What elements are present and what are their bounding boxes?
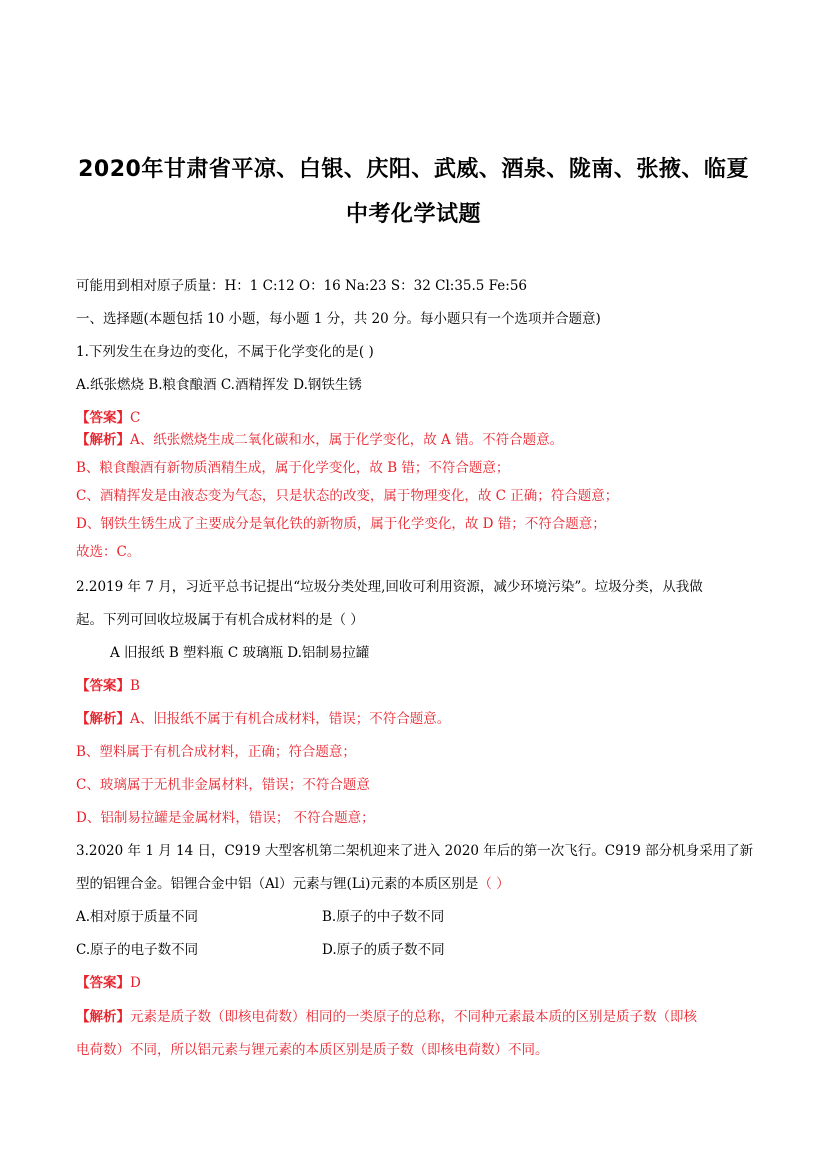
answer-value: B [130,678,140,694]
analysis-text: A、纸张燃烧生成二氧化碳和水，属于化学变化，故 A 错。不符合题意。 [130,432,564,448]
question-1-stem: 1.下列发生在身边的变化，不属于化学变化的是( ) [76,344,374,360]
option-c: C.原子的电子数不同 [76,942,199,958]
analysis-text: B、粮食酿酒有新物质酒精生成，属于化学变化，故 B 错；不符合题意； [76,460,510,476]
answer-value: C [130,410,141,426]
analysis-tag: 【解析】 [76,711,130,727]
question-1-answer [76,406,140,426]
question-3-stem: 3.2020 年 1 月 14 日，C919 大型客机第二架机迎来了进入 2020 年后的第一次飞行。C919 部分机身采用了新 [76,843,754,859]
analysis-text: D、钢铁生锈生成了主要成分是氧化铁的新物质，属于化学变化，故 D 错；不符合题意； [76,516,606,532]
answer-blank: （ ） [478,876,510,892]
analysis-text: C、酒精挥发是由液态变为气态，只是状态的改变，属于物理变化，故 C 正确；符合题意； [76,488,619,504]
analysis-text: D、铝制易拉罐是金属材料，错误； 不符合题意； [76,810,375,826]
option-d: D.原子的质子数不同 [322,942,445,958]
analysis-text: 电荷数）不同，所以铝元素与锂元素的本质区别是质子数（即核电荷数）不同。 [76,1042,549,1058]
question-3-stem [76,872,510,892]
answer-tag: 【答案】 [76,975,130,991]
analysis-tag: 【解析】 [76,432,130,448]
question-1-analysis [76,428,563,448]
question-3-analysis [76,1005,697,1025]
question-2-stem: 2.2019 年 7 月，习近平总书记提出“垃圾分类处理,回收可利用资源，减少环境污染”。垃圾分类，从我做 [76,579,703,595]
analysis-tag: 【解析】 [76,1009,130,1025]
atomic-masses: 可能用到相对原子质量：H：1 C:12 O：16 Na:23 S：32 Cl:35.5 Fe:56 [76,278,528,294]
question-2-answer [76,674,140,694]
option-b: B.原子的中子数不同 [322,909,445,925]
option-a: A.相对原于质量不同 [76,909,199,925]
analysis-text: 故选：C。 [76,544,141,560]
analysis-text: 元素是质子数（即核电荷数）相同的一类原子的总称，不同种元素最本质的区别是质子数（即核 [130,1009,697,1025]
analysis-text: A、旧报纸不属于有机合成材料，错误；不符合题意。 [130,711,451,727]
answer-tag: 【答案】 [76,678,130,694]
stem-text: 型的铝锂合金。铝锂合金中铝（Al）元素与锂(Li)元素的本质区别是 [76,876,479,892]
question-2-stem: 起。下列可回收垃圾属于有机合成材料的是（ ） [76,612,364,628]
question-3-answer [76,971,141,991]
question-2-analysis [76,707,450,727]
analysis-text: B、塑料属于有机合成材料，正确；符合题意； [76,744,356,760]
analysis-text: C、玻璃属于无机非金属材料，错误；不符合题意 [76,777,370,793]
answer-tag: 【答案】 [76,410,130,426]
question-1-options: A.纸张燃烧 B.粮食酿酒 C.酒精挥发 D.钢铁生锈 [76,377,362,393]
section-heading: 一、选择题(本题包括 10 小题，每小题 1 分，共 20 分。每小题只有一个选项并合题意) [76,311,601,327]
answer-value: D [130,975,141,991]
page-subtitle: 中考化学试题 [345,202,481,227]
question-2-options: A 旧报纸 B 塑料瓶 C 玻璃瓶 D.铝制易拉罐 [110,645,370,661]
page-title: 2020年甘肃省平凉、白银、庆阳、武威、酒泉、陇南、张掖、临夏 [78,157,749,182]
